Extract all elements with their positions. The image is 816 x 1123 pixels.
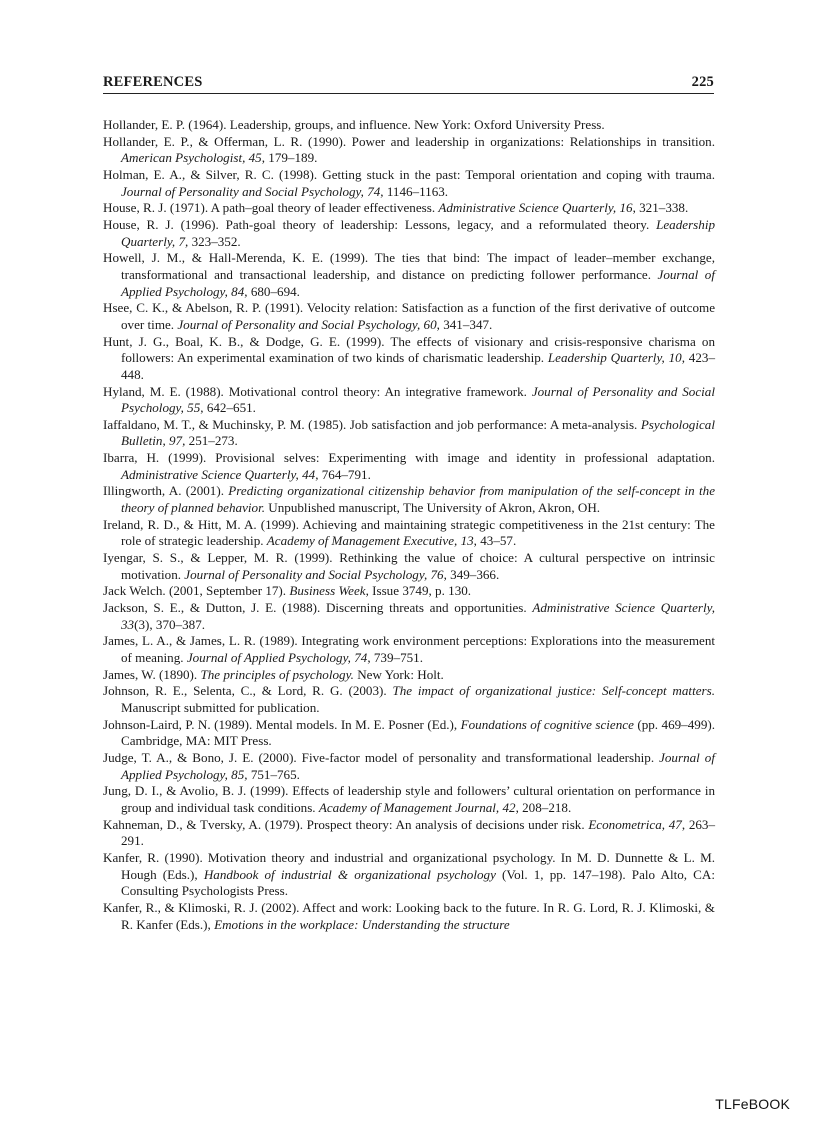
reference-text: House, R. J. (1996). Path-goal theory of leadership: Lessons, legacy, and a reformulated theory. [103, 216, 657, 232]
reference-italic-text: Journal of Personality and Social Psychology, 55 [121, 383, 715, 416]
reference-italic-text: Leadership Quarterly, 7, [121, 216, 715, 249]
reference-italic-text: Journal of Personality and Social Psychology, 74 [121, 183, 381, 199]
reference-entry [103, 683, 715, 716]
reference-italic-text: Journal of Personality and Social Psychology, 76 [184, 566, 444, 582]
reference-text: , 423–448. [121, 350, 715, 382]
reference-entry [103, 600, 715, 633]
reference-italic-text: Administrative Science Quarterly, 16 [438, 200, 633, 216]
reference-italic-text: Leadership Quarterly, 10 [547, 350, 682, 366]
reference-italic-text: Foundations of cognitive science [460, 716, 634, 732]
reference-italic-text: Business Week, [289, 583, 369, 599]
reference-text: Hollander, E. P., & Offerman, L. R. (1990). Power and leadership in organizations: Relationships in transition. [103, 133, 715, 149]
reference-entry [103, 200, 715, 217]
reference-text: (3), 370–387. [134, 616, 206, 632]
reference-entry [103, 250, 715, 300]
reference-entry [103, 517, 715, 550]
reference-italic-text: Econometrica, 47 [588, 816, 682, 832]
reference-text: James, W. (1890). [103, 666, 201, 682]
reference-text: , 208–218. [515, 799, 572, 815]
reference-entry [103, 850, 715, 900]
reference-text: Issue 3749, p. 130. [368, 583, 472, 599]
reference-entry [103, 633, 715, 666]
reference-entry [103, 750, 715, 783]
reference-text: Johnson, R. E., Selenta, C., & Lord, R. G. (2003). [103, 683, 393, 699]
reference-italic-text: Academy of Management Executive, 13 [266, 533, 474, 549]
reference-text: , 341–347. [436, 316, 493, 332]
reference-text: , 179–189. [261, 150, 318, 166]
reference-text: Iaffaldano, M. T., & Muchinsky, P. M. (1985). Job satisfaction and job performance: A meta-analysis. [103, 416, 641, 432]
reference-text: 251–273. [185, 433, 238, 449]
reference-entry [103, 450, 715, 483]
reference-text: , 263–291. [121, 816, 716, 849]
reference-text: (pp. 469–499). Cambridge, MA: MIT Press. [121, 716, 715, 749]
reference-entry [103, 717, 715, 750]
reference-text: Jackson, S. E., & Dutton, J. E. (1988). Discerning threats and opportunities. [103, 600, 533, 616]
reference-text: Jung, D. I., & Avolio, B. J. (1999). Effects of leadership style and followers’ cultural orientation on performance in group and individual task conditions. [103, 783, 715, 815]
reference-entry [103, 300, 715, 333]
reference-text: Howell, J. M., & Hall-Merenda, K. E. (1999). The ties that bind: The impact of leader–member exchange, transformational and transactional leadership, and distance on predicting follower performance. [103, 250, 715, 282]
reference-text: Kanfer, R. (1990). Motivation theory and industrial and organizational psychology. In M. D. Dunnette & L. M. Hough (Eds.), [103, 849, 715, 882]
reference-entry [103, 483, 715, 516]
reference-entry [103, 900, 715, 933]
reference-italic-text: The principles of psychology. [200, 666, 354, 682]
reference-text: Unpublished manuscript, The University of Akron, Akron, OH. [265, 500, 601, 516]
reference-text: Holman, E. A., & Silver, R. C. (1998). Getting stuck in the past: Temporal orientation and coping with trauma. [103, 166, 715, 182]
reference-italic-text: Journal of Personality and Social Psychology, 60 [177, 316, 437, 332]
reference-text: Hyland, M. E. (1988). Motivational control theory: An integrative framework. [103, 383, 532, 399]
reference-italic-text: Psychological Bulletin, 97, [121, 416, 715, 449]
reference-entry [103, 334, 715, 384]
reference-text: Jack Welch. (2001, September 17). [103, 583, 290, 599]
reference-entry [103, 417, 715, 450]
reference-entry [103, 550, 715, 583]
reference-text: , 1146–1163. [380, 183, 449, 199]
reference-entry [103, 117, 715, 134]
reference-text: , 321–338. [632, 200, 689, 216]
reference-italic-text: American Psychologist, 45 [121, 150, 262, 166]
reference-text: Johnson-Laird, P. N. (1989). Mental models. In M. E. Posner (Ed.), [103, 716, 461, 732]
reference-text: Hollander, E. P. (1964). Leadership, groups, and influence. New York: Oxford University Press. [103, 117, 605, 132]
reference-italic-text: Handbook of industrial & organizational psychology [203, 866, 496, 882]
reference-italic-text: Administrative Science Quarterly, 44 [121, 466, 316, 482]
reference-list [103, 117, 715, 933]
reference-text: Kahneman, D., & Tversky, A. (1979). Prospect theory: An analysis of decisions under risk. [103, 816, 589, 832]
running-header-title: REFERENCES [103, 74, 203, 90]
reference-entry [103, 134, 715, 167]
reference-entry [103, 384, 715, 417]
reference-text: , 764–791. [315, 466, 371, 482]
reference-text: , 43–57. [473, 533, 517, 549]
reference-text: Judge, T. A., & Bono, J. E. (2000). Five-factor model of personality and transformational leadership. [103, 749, 660, 765]
reference-text: Hunt, J. G., Boal, K. B., & Dodge, G. E. (1999). The effects of visionary and crisis-responsive charisma on followers: An experimental examination of two kinds of charismatic leadership. [103, 333, 715, 366]
reference-text: (Vol. 1, pp. 147–198). Palo Alto, CA: Consulting Psychologists Press. [121, 866, 715, 899]
reference-text: New York: Holt. [353, 666, 444, 682]
reference-text: Illingworth, A. (2001). [103, 483, 229, 499]
reference-entry [103, 583, 715, 600]
reference-text: Iyengar, S. S., & Lepper, M. R. (1999). Rethinking the value of choice: A cultural perspective on intrinsic motivation. [103, 550, 715, 582]
reference-text: , 680–694. [244, 283, 300, 299]
reference-text: Hsee, C. K., & Abelson, R. P. (1991). Velocity relation: Satisfaction as a function of the first derivative of outcome over time. [103, 300, 715, 332]
reference-entry [103, 783, 715, 816]
reference-text: Ibarra, H. (1999). Provisional selves: Experimenting with image and identity in professional adaptation. [103, 450, 715, 466]
reference-italic-text: Journal of Applied Psychology, 74 [186, 650, 368, 665]
footer-watermark: TLFeBOOK [715, 1096, 790, 1112]
reference-italic-text: Journal of Applied Psychology, 84 [121, 266, 715, 299]
reference-text: House, R. J. (1971). A path–goal theory of leader effectiveness. [103, 200, 439, 216]
reference-italic-text: Administrative Science Quarterly, 33 [121, 600, 715, 632]
reference-italic-text: Journal of Applied Psychology, 85, [121, 749, 715, 782]
reference-italic-text: Academy of Management Journal, 42 [318, 799, 516, 815]
reference-italic-text: Emotions in the workplace: Understanding the structure [214, 916, 510, 932]
reference-text: , 739–751. [367, 650, 423, 665]
reference-text: Kanfer, R., & Klimoski, R. J. (2002). Affect and work: Looking back to the future. In R. G. Lord, R. J. Klimoski, & R. Kanfer (Eds.), [103, 899, 715, 932]
reference-text: , 349–366. [443, 566, 500, 582]
reference-text: Manuscript submitted for publication. [121, 699, 320, 715]
reference-text: Ireland, R. D., & Hitt, M. A. (1999). Achieving and maintaining strategic competitiveness in the 21st century: The role of strategic leadership. [103, 516, 715, 549]
reference-text: 323–352. [188, 233, 241, 249]
reference-entry [103, 167, 715, 200]
reference-text: James, L. A., & James, L. R. (1989). Integrating work environment perceptions: Explorations into the measurement of meaning. [103, 633, 715, 665]
reference-entry [103, 667, 715, 684]
reference-text: , 642–651. [200, 400, 256, 416]
page-number: 225 [691, 74, 714, 90]
reference-italic-text: Predicting organizational citizenship behavior from manipulation of the self-concept in the theory of planned behavior. [121, 483, 716, 516]
reference-italic-text: The impact of organizational justice: Self-concept matters. [392, 683, 715, 699]
running-header [103, 74, 714, 94]
reference-text: 751–765. [247, 766, 300, 782]
reference-entry [103, 217, 715, 250]
reference-entry [103, 817, 715, 850]
